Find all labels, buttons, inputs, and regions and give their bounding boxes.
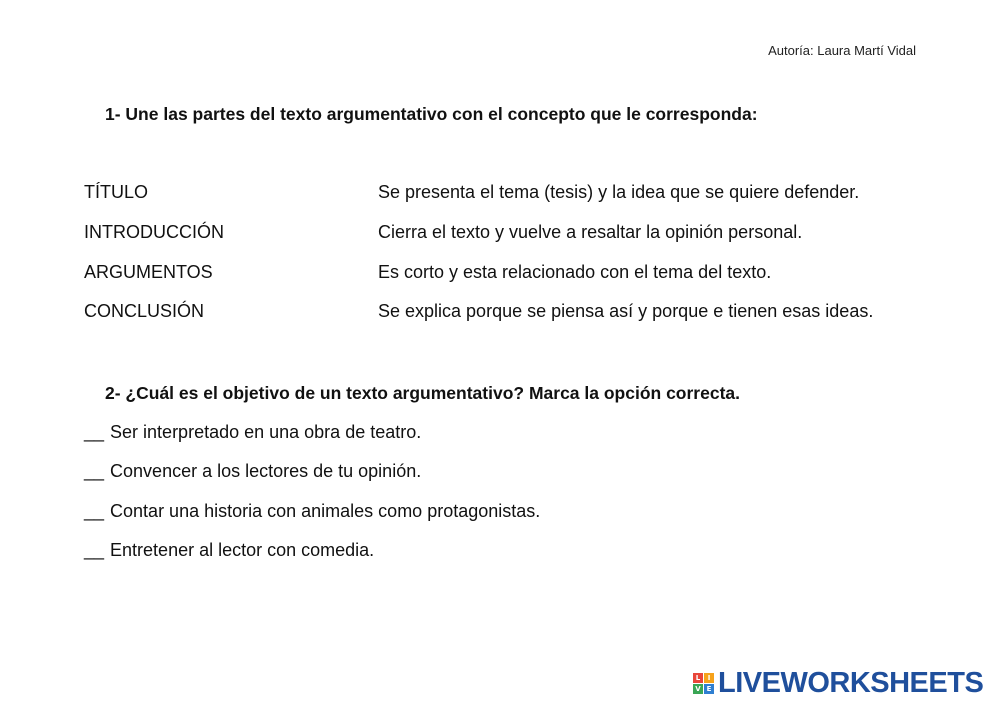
answer-blank[interactable]: __ xyxy=(84,461,105,481)
match-definition[interactable]: Se presenta el tema (tesis) y la idea que se quiere defender. xyxy=(378,182,860,202)
brand-name: LIVEWORKSHEETS xyxy=(718,666,984,699)
match-row xyxy=(84,262,944,286)
option-item xyxy=(84,422,421,443)
logo-tiles-icon xyxy=(693,673,714,694)
option-item xyxy=(84,501,540,522)
match-term[interactable]: CONCLUSIÓN xyxy=(84,301,205,321)
logo-tile: E xyxy=(704,684,714,694)
option-text: Contar una historia con animales como protagonistas. xyxy=(110,501,541,521)
option-text: Entretener al lector con comedia. xyxy=(110,540,375,560)
match-definition[interactable]: Cierra el texto y vuelve a resaltar la opinión personal. xyxy=(378,222,803,242)
logo-tile: L xyxy=(693,673,703,683)
logo-tile: I xyxy=(704,673,714,683)
option-text: Ser interpretado en una obra de teatro. xyxy=(110,422,422,442)
match-definition[interactable]: Es corto y esta relacionado con el tema del texto. xyxy=(378,262,772,282)
option-text: Convencer a los lectores de tu opinión. xyxy=(110,461,422,481)
match-row xyxy=(84,182,944,206)
match-term[interactable]: ARGUMENTOS xyxy=(84,262,213,282)
option-item xyxy=(84,540,374,561)
question-2-title: 2- ¿Cuál es el objetivo de un texto argumentativo? Marca la opción correcta. xyxy=(105,383,741,403)
answer-blank[interactable]: __ xyxy=(84,422,105,442)
option-item xyxy=(84,461,421,482)
liveworksheets-logo xyxy=(693,666,983,700)
match-row xyxy=(84,222,944,246)
match-term[interactable]: TÍTULO xyxy=(84,182,149,202)
match-definition[interactable]: Se explica porque se piensa así y porque e tienen esas ideas. xyxy=(378,301,874,321)
logo-tile: V xyxy=(693,684,703,694)
match-row xyxy=(84,301,944,325)
match-term[interactable]: INTRODUCCIÓN xyxy=(84,222,224,242)
answer-blank[interactable]: __ xyxy=(84,540,105,560)
author-credit: Autoría: Laura Martí Vidal xyxy=(768,43,916,58)
question-1-title: 1- Une las partes del texto argumentativo con el concepto que le corresponda: xyxy=(105,104,758,124)
answer-blank[interactable]: __ xyxy=(84,501,105,521)
